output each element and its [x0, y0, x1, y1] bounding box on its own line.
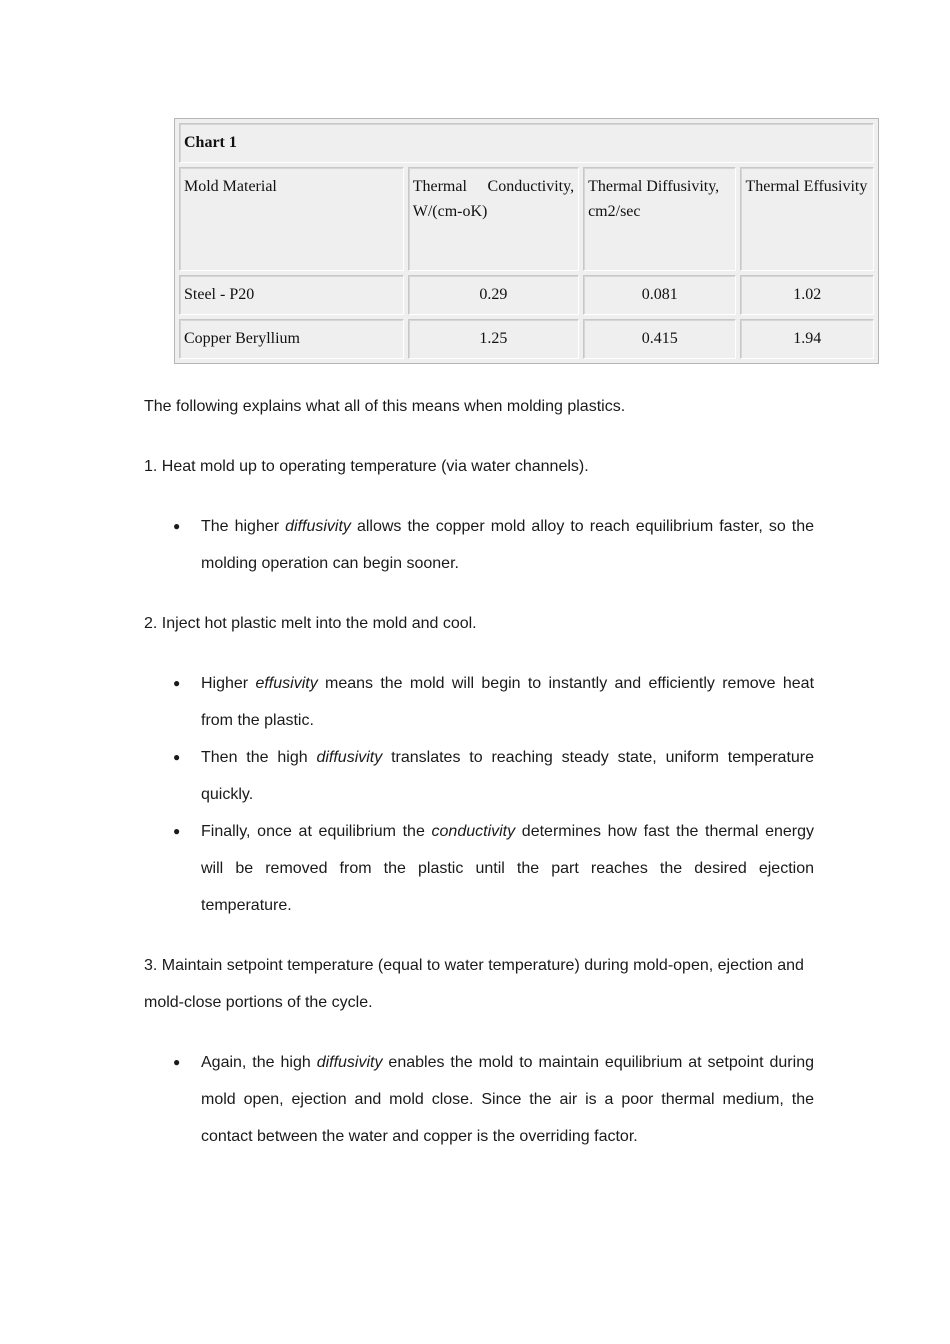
chart-header-row [179, 167, 874, 271]
table-row [179, 275, 874, 315]
bullet-icon: ● [173, 519, 181, 533]
term-diffusivity: diffusivity [285, 518, 351, 535]
step-3-heading: 3. Maintain setpoint temperature (equal to water temperature) during mold-open, ejection and mold-close portions of the cycle. [144, 957, 804, 1011]
term-conductivity: conductivity [431, 823, 516, 840]
cell-material: Steel - P20 [179, 275, 404, 315]
cell-material: Copper Beryllium [179, 319, 404, 359]
cell-diffusivity: 0.415 [583, 319, 736, 359]
step-3-bullets [144, 1044, 814, 1155]
header-mold-material: Mold Material [179, 167, 404, 271]
document-body [144, 388, 814, 1178]
table-row [179, 319, 874, 359]
chart-caption-row [179, 123, 874, 163]
list-item: ● Finally, once at equilibrium the conductivity determines how fast the thermal energy will be removed from the plastic until the part reaches the desired ejection temperature. [201, 813, 814, 924]
cell-effusivity: 1.02 [740, 275, 874, 315]
intro-paragraph: The following explains what all of this means when molding plastics. [144, 398, 626, 415]
step-1-heading: 1. Heat mold up to operating temperature (via water channels). [144, 458, 589, 475]
chart-table [174, 118, 879, 364]
cell-effusivity: 1.94 [740, 319, 874, 359]
cell-conductivity: 1.25 [408, 319, 579, 359]
step-2-bullets [144, 665, 814, 924]
step-2-heading: 2. Inject hot plastic melt into the mold and cool. [144, 615, 477, 632]
chart-title: Chart 1 [179, 123, 874, 163]
list-item: ● Again, the high diffusivity enables the mold to maintain equilibrium at setpoint during mold open, ejection and mold close. Since the air is a poor thermal medium, the contact between the water and copper is the overriding factor. [201, 1044, 814, 1155]
list-item: ● The higher diffusivity allows the copper mold alloy to reach equilibrium faster, so the molding operation can begin sooner. [201, 508, 814, 582]
term-effusivity: effusivity [255, 675, 318, 692]
cell-diffusivity: 0.081 [583, 275, 736, 315]
list-item: ● Higher effusivity means the mold will begin to instantly and efficiently remove heat from the plastic. [201, 665, 814, 739]
list-item: ● Then the high diffusivity translates to reaching steady state, uniform temperature quickly. [201, 739, 814, 813]
bullet-icon: ● [173, 750, 181, 764]
bullet-icon: ● [173, 676, 181, 690]
header-thermal-effusivity: Thermal Effusivity [740, 167, 874, 271]
bullet-icon: ● [173, 824, 181, 838]
term-diffusivity: diffusivity [316, 749, 383, 766]
step-1-bullets [144, 508, 814, 582]
header-thermal-diffusivity: Thermal Diffusivity, cm2/sec [583, 167, 736, 271]
term-diffusivity: diffusivity [316, 1054, 383, 1071]
cell-conductivity: 0.29 [408, 275, 579, 315]
header-thermal-conductivity: Thermal Conductivity, W/(cm-oK) [408, 167, 579, 271]
bullet-icon: ● [173, 1055, 181, 1069]
